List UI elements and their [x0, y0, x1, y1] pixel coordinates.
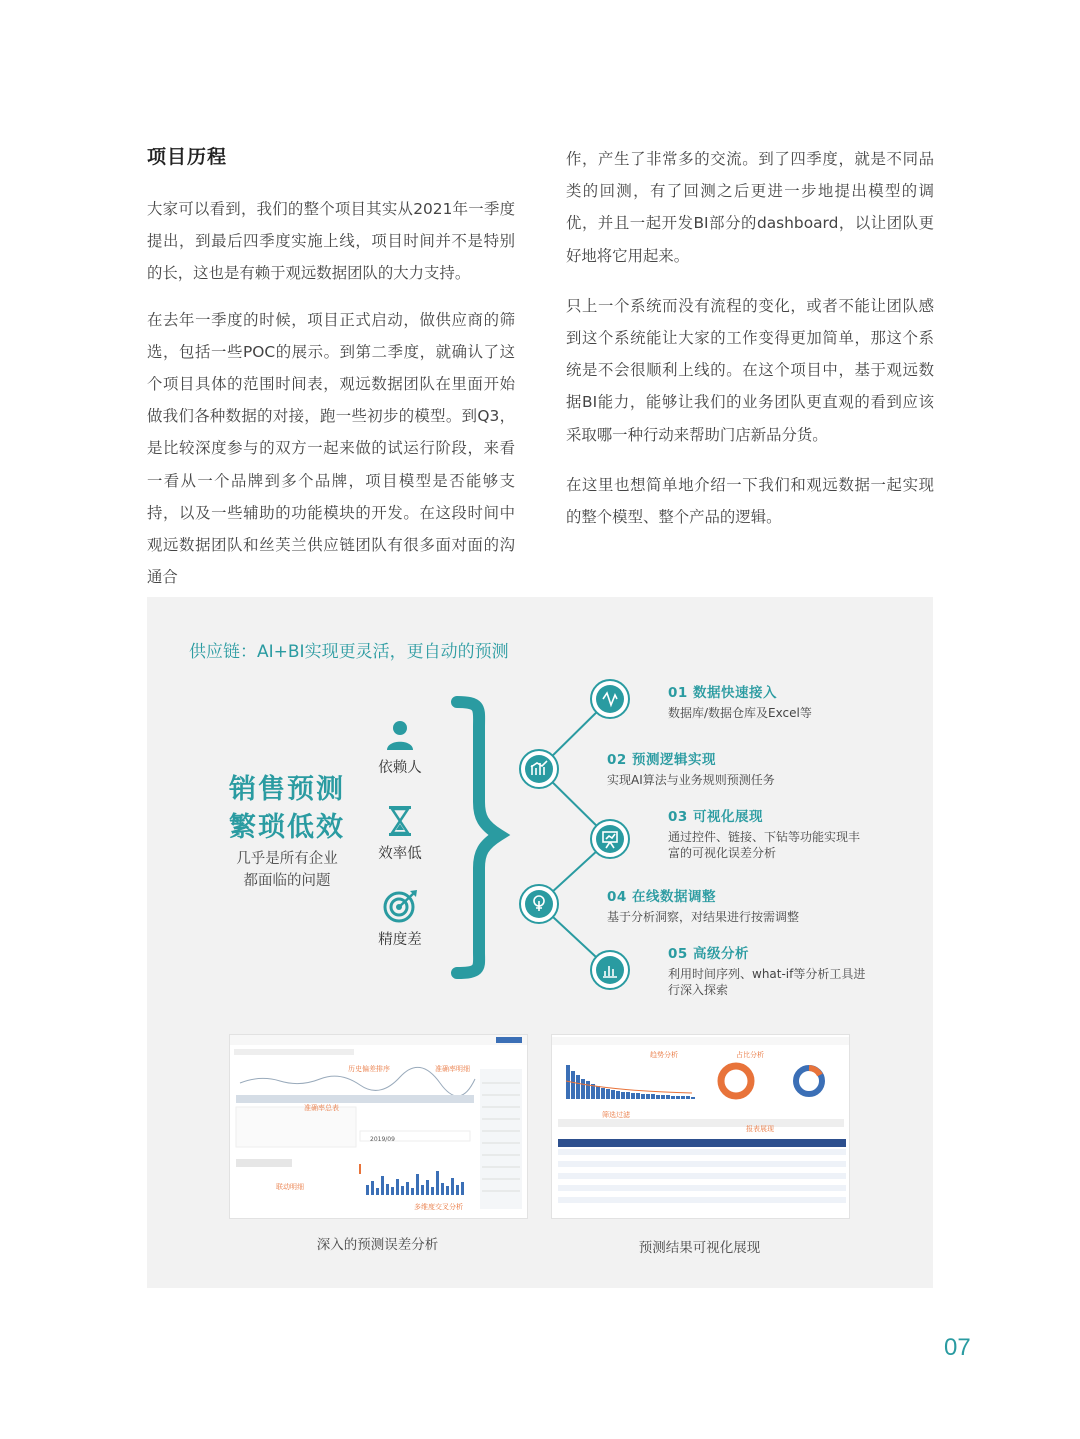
paragraph: 在这里也想简单地介绍一下我们和观远数据一起实现的整个模型、整个产品的逻辑。 [566, 475, 934, 527]
right-column [566, 143, 934, 547]
step-node-03 [591, 820, 629, 858]
step-03 [668, 805, 860, 861]
step-title: 03 可视化展现 [668, 809, 763, 825]
problem-label: 依赖人 [378, 760, 422, 776]
panel-title: 供应链：AI+BI实现更灵活，更自动的预测 [189, 642, 509, 662]
annotation-label: 报表展现 [746, 1125, 774, 1133]
step-01 [668, 681, 812, 721]
annotation-label: 联动明细 [276, 1183, 304, 1191]
brace [457, 702, 499, 973]
step-02 [607, 748, 775, 788]
problem-label: 精度差 [378, 932, 422, 948]
headline-line1: 销售预测 [229, 774, 345, 805]
dashboard-screenshot-error-analysis [229, 1034, 528, 1219]
step-node-05 [591, 951, 629, 989]
left-column [147, 142, 515, 607]
period-readout: 2019/09 [370, 1136, 395, 1143]
subtext-line1: 几乎是所有企业 [236, 851, 338, 867]
step-desc: 数据库/数据仓库及Excel等 [668, 706, 812, 720]
step-desc-line2: 行深入探索 [668, 983, 729, 997]
step-title: 01 数据快速接入 [668, 685, 777, 701]
paragraph: 只上一个系统而没有流程的变化，或者不能让团队感到这个系统能让大家的工作变得更加简单，那这个系统是不会很顺利上线的。在这个项目中，基于观远数据BI能力，能够让我们的业务团队更直观的看到应该采取哪一种行动来帮助门店新品分货。 [566, 296, 934, 444]
section-title: 项目历程 [147, 146, 228, 168]
step-desc [668, 966, 865, 998]
dashboard-screenshot-forecast-visualization [551, 1034, 850, 1219]
step-desc-line1: 通过控件、链接、下钻等功能实现丰 [668, 830, 861, 844]
step-desc: 基于分析洞察，对结果进行按需调整 [607, 910, 800, 924]
annotation-label: 多维度交叉分析 [414, 1203, 463, 1211]
step-05 [668, 942, 865, 998]
annotation-label: 筛选过滤 [602, 1111, 630, 1119]
headline-line2: 繁琐低效 [229, 812, 345, 843]
annotation-label: 趋势分析 [650, 1051, 678, 1059]
step-desc: 实现AI算法与业务规则预测任务 [607, 773, 775, 787]
paragraph: 在去年一季度的时候，项目正式启动，做供应商的筛选，包括一些POC的展示。到第二季度，就确认了这个项目具体的范围时间表，观远数据团队在里面开始做我们各种数据的对接，跑一些初步的模型。到Q3，是比较深度参与的双方一起来做的试运行阶段，来看一看从一个品牌到多个品牌，项目模型是否能够支持，以及一些辅助的功能模块的开发。在这段时间中观远数据团队和丝芙兰供应链团队有很多面对面的沟通合 [147, 310, 515, 587]
annotation-label: 准确率总表 [304, 1104, 339, 1112]
annotation-label: 准确率明细 [435, 1065, 470, 1073]
step-title: 02 预测逻辑实现 [607, 752, 716, 768]
paragraph: 大家可以看到，我们的整个项目其实从2021年一季度提出，到最后四季度实施上线，项目时间并不是特别的长，这也是有赖于观远数据团队的大力支持。 [147, 200, 515, 283]
step-desc-line1: 利用时间序列、what-if等分析工具进 [668, 967, 866, 981]
problem-label: 效率低 [378, 846, 422, 862]
paragraph: 作，产生了非常多的交流。到了四季度，就是不同品类的回测，有了回测之后更进一步地提出模型的调优，并且一起开发BI部分的dashboard，以让团队更好地将它用起来。 [566, 150, 934, 265]
step-04 [607, 885, 799, 925]
annotation-label: 历史偏差排序 [348, 1065, 390, 1073]
step-title: 04 在线数据调整 [607, 889, 716, 905]
subtext-line2: 都面临的问题 [243, 873, 331, 889]
step-node-01 [591, 680, 629, 718]
step-desc [668, 829, 860, 861]
step-node-02 [520, 750, 558, 788]
infographic-panel [147, 597, 933, 1288]
page-number: 07 [944, 1334, 971, 1361]
step-desc-line2: 富的可视化误差分析 [668, 846, 777, 860]
step-title: 05 高级分析 [668, 946, 749, 962]
annotation-label: 占比分析 [736, 1051, 764, 1059]
screenshot-caption: 预测结果可视化展现 [638, 1240, 761, 1256]
screenshot-caption: 深入的预测误差分析 [316, 1237, 439, 1253]
